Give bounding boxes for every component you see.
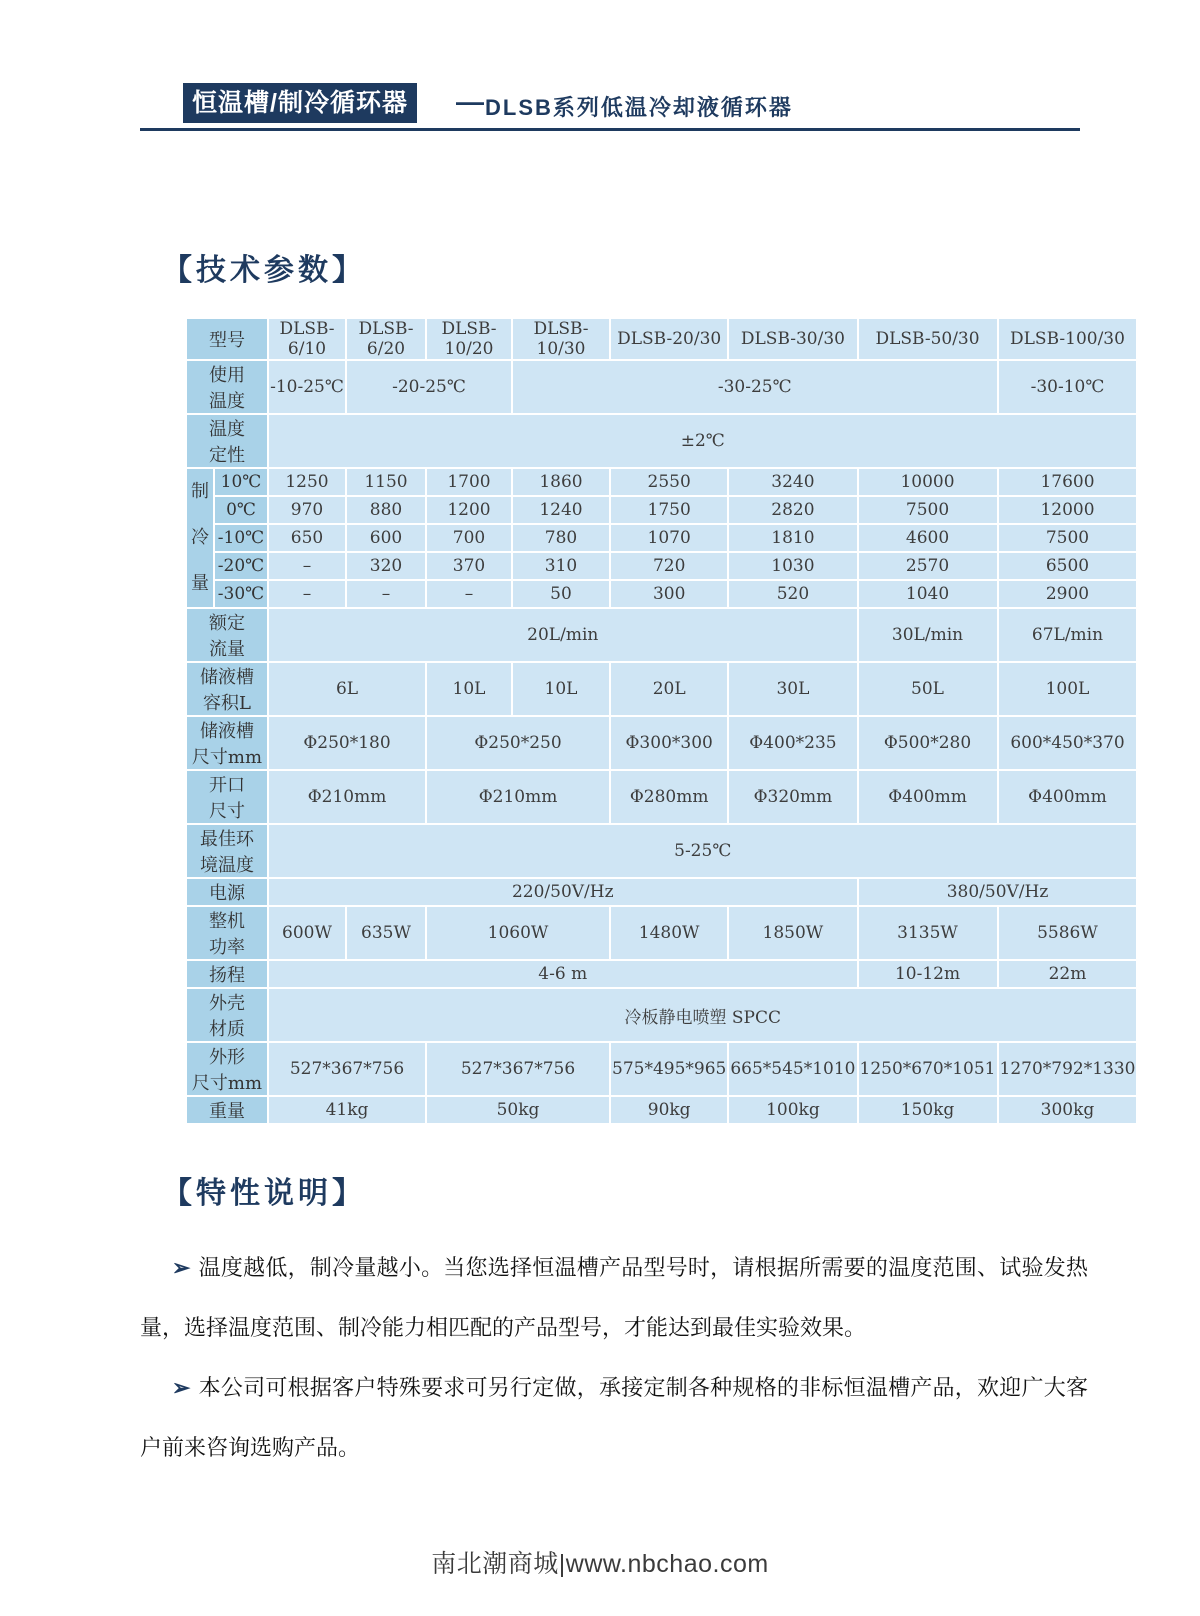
table-row [187, 717, 1136, 769]
value-cell: 50L [859, 663, 997, 715]
value-cell: 1150 [347, 469, 425, 495]
value-cell: 720 [611, 553, 727, 579]
value-cell: Φ300*300 [611, 717, 727, 769]
series-subtitle: DLSB系列低温冷却液循环器 [485, 95, 793, 120]
value-cell: Φ250*180 [269, 717, 425, 769]
value-cell: 41kg [269, 1097, 425, 1123]
value-cell: 20L/min [269, 609, 857, 661]
value-cell: 30L/min [859, 609, 997, 661]
value-cell: 310 [513, 553, 609, 579]
header-dash-icon: — [456, 86, 484, 117]
value-cell: DLSB-30/30 [729, 319, 856, 359]
value-cell: 90kg [611, 1097, 727, 1123]
value-cell: 100L [999, 663, 1137, 715]
value-cell: 600*450*370 [999, 717, 1137, 769]
value-cell: 30L [729, 663, 856, 715]
row-label-cell: 使用 温度 [187, 361, 267, 413]
tech-params-title: 【技术参数】 [162, 254, 366, 287]
table-row [187, 989, 1136, 1041]
value-cell: 2900 [999, 581, 1137, 607]
value-cell: DLSB-10/30 [513, 319, 609, 359]
value-cell: 600W [269, 907, 345, 959]
table-row [187, 663, 1136, 715]
row-label-cell: 0℃ [215, 497, 267, 523]
value-cell: Φ210mm [269, 771, 425, 823]
table-row [187, 771, 1136, 823]
value-cell: -10-25℃ [269, 361, 345, 413]
row-label-cell: 外壳 材质 [187, 989, 267, 1041]
table-row [187, 525, 1136, 551]
value-cell: Φ500*280 [859, 717, 997, 769]
value-cell: 527*367*756 [269, 1043, 425, 1095]
value-cell: 1700 [427, 469, 511, 495]
value-cell: 520 [729, 581, 856, 607]
value-cell: 380/50V/Hz [859, 879, 1137, 905]
value-cell: 1810 [729, 525, 856, 551]
value-cell: 100kg [729, 1097, 856, 1123]
value-cell: 575*495*965 [611, 1043, 727, 1095]
value-cell: 970 [269, 497, 345, 523]
value-cell: 600 [347, 525, 425, 551]
value-cell: 22m [999, 961, 1137, 987]
value-cell: 150kg [859, 1097, 997, 1123]
value-cell: 3240 [729, 469, 856, 495]
value-cell: – [269, 581, 345, 607]
value-cell: 冷板静电喷塑 SPCC [269, 989, 1136, 1041]
value-cell: 1250 [269, 469, 345, 495]
feature-paragraph-1-text: 温度越低，制冷量越小。当您选择恒温槽产品型号时，请根据所需要的温度范围、试验发热量，选择温度范围、制冷能力相匹配的产品型号，才能达到最佳实验效果。 [140, 1255, 1088, 1340]
value-cell: 1030 [729, 553, 856, 579]
value-cell: – [269, 553, 345, 579]
table-row [187, 581, 1136, 607]
value-cell: 300kg [999, 1097, 1137, 1123]
value-cell: 300 [611, 581, 727, 607]
value-cell: 4-6 m [269, 961, 857, 987]
value-cell: -30-25℃ [513, 361, 997, 413]
table-row [187, 1097, 1136, 1123]
value-cell: Φ400mm [859, 771, 997, 823]
value-cell: 2550 [611, 469, 727, 495]
value-cell: 3135W [859, 907, 997, 959]
value-cell: Φ400*235 [729, 717, 856, 769]
value-cell: 6L [269, 663, 425, 715]
specs-table [185, 317, 1138, 1125]
value-cell: -30-10℃ [999, 361, 1137, 413]
value-cell: 10L [513, 663, 609, 715]
value-cell: 1070 [611, 525, 727, 551]
value-cell: -20-25℃ [347, 361, 511, 413]
table-row [187, 609, 1136, 661]
row-label-cell: 温度 定性 [187, 415, 267, 467]
arrow-bullet-icon: ➢ [172, 1375, 191, 1400]
row-label-cell: -10℃ [215, 525, 267, 551]
value-cell: Φ280mm [611, 771, 727, 823]
value-cell: 1860 [513, 469, 609, 495]
value-cell: 635W [347, 907, 425, 959]
page-header [140, 80, 1080, 131]
row-label-cell: -20℃ [215, 553, 267, 579]
table-row [187, 497, 1136, 523]
brand-badge: 恒温槽/制冷循环器 [183, 83, 417, 123]
feature-paragraph-1 [140, 1238, 1088, 1358]
value-cell: DLSB-6/20 [347, 319, 425, 359]
value-cell: 10000 [859, 469, 997, 495]
value-cell: 67L/min [999, 609, 1137, 661]
value-cell: 1060W [427, 907, 609, 959]
footer-watermark: 南北潮商城|www.nbchao.com [431, 1550, 769, 1578]
table-row [187, 553, 1136, 579]
value-cell: 527*367*756 [427, 1043, 609, 1095]
value-cell: 10-12m [859, 961, 997, 987]
table-row [187, 361, 1136, 413]
value-cell: 12000 [999, 497, 1137, 523]
value-cell: 1850W [729, 907, 856, 959]
row-label-cell: -30℃ [215, 581, 267, 607]
value-cell: DLSB-50/30 [859, 319, 997, 359]
row-label-cell: 扬程 [187, 961, 267, 987]
row-label-cell: 10℃ [215, 469, 267, 495]
value-cell: 7500 [859, 497, 997, 523]
value-cell: 20L [611, 663, 727, 715]
value-cell: 50 [513, 581, 609, 607]
table-row [187, 415, 1136, 467]
value-cell: ±2℃ [269, 415, 1136, 467]
value-cell: – [427, 581, 511, 607]
value-cell: Φ400mm [999, 771, 1137, 823]
value-cell: 10L [427, 663, 511, 715]
row-label-cell: 储液槽 容积L [187, 663, 267, 715]
value-cell: 1250*670*1051 [859, 1043, 997, 1095]
value-cell: Φ250*250 [427, 717, 609, 769]
value-cell: 2820 [729, 497, 856, 523]
value-cell: 7500 [999, 525, 1137, 551]
value-cell: Φ320mm [729, 771, 856, 823]
table-row [187, 469, 1136, 495]
value-cell: 1200 [427, 497, 511, 523]
row-label-cell: 开口 尺寸 [187, 771, 267, 823]
value-cell: – [347, 581, 425, 607]
row-label-cell: 电源 [187, 879, 267, 905]
table-row [187, 319, 1136, 359]
value-cell: DLSB-100/30 [999, 319, 1137, 359]
value-cell: 370 [427, 553, 511, 579]
value-cell: DLSB-20/30 [611, 319, 727, 359]
row-label-cell: 制 冷 量 [187, 469, 213, 607]
value-cell: DLSB-10/20 [427, 319, 511, 359]
feature-paragraph-2-text: 本公司可根据客户特殊要求可另行定做，承接定制各种规格的非标恒温槽产品，欢迎广大客户前来咨询选购产品。 [140, 1375, 1088, 1460]
row-label-cell: 额定 流量 [187, 609, 267, 661]
value-cell: Φ210mm [427, 771, 609, 823]
value-cell: 780 [513, 525, 609, 551]
row-label-cell: 型号 [187, 319, 267, 359]
value-cell: 1270*792*1330 [999, 1043, 1137, 1095]
value-cell: 4600 [859, 525, 997, 551]
table-row [187, 907, 1136, 959]
value-cell: 700 [427, 525, 511, 551]
value-cell: 320 [347, 553, 425, 579]
value-cell: DLSB-6/10 [269, 319, 345, 359]
value-cell: 1240 [513, 497, 609, 523]
value-cell: 650 [269, 525, 345, 551]
table-row [187, 825, 1136, 877]
table-row [187, 961, 1136, 987]
row-label-cell: 最佳环 境温度 [187, 825, 267, 877]
row-label-cell: 储液槽 尺寸mm [187, 717, 267, 769]
value-cell: 1480W [611, 907, 727, 959]
row-label-cell: 外形 尺寸mm [187, 1043, 267, 1095]
value-cell: 1040 [859, 581, 997, 607]
value-cell: 220/50V/Hz [269, 879, 857, 905]
value-cell: 50kg [427, 1097, 609, 1123]
table-row [187, 1043, 1136, 1095]
feature-paragraphs [140, 1238, 1088, 1478]
value-cell: 5586W [999, 907, 1137, 959]
value-cell: 1750 [611, 497, 727, 523]
feature-title: 【特性说明】 [162, 1177, 366, 1210]
arrow-bullet-icon: ➢ [172, 1255, 191, 1280]
value-cell: 880 [347, 497, 425, 523]
table-row [187, 879, 1136, 905]
row-label-cell: 整机 功率 [187, 907, 267, 959]
value-cell: 2570 [859, 553, 997, 579]
value-cell: 6500 [999, 553, 1137, 579]
value-cell: 665*545*1010 [729, 1043, 856, 1095]
row-label-cell: 重量 [187, 1097, 267, 1123]
feature-paragraph-2 [140, 1358, 1088, 1478]
value-cell: 5-25℃ [269, 825, 1136, 877]
value-cell: 17600 [999, 469, 1137, 495]
